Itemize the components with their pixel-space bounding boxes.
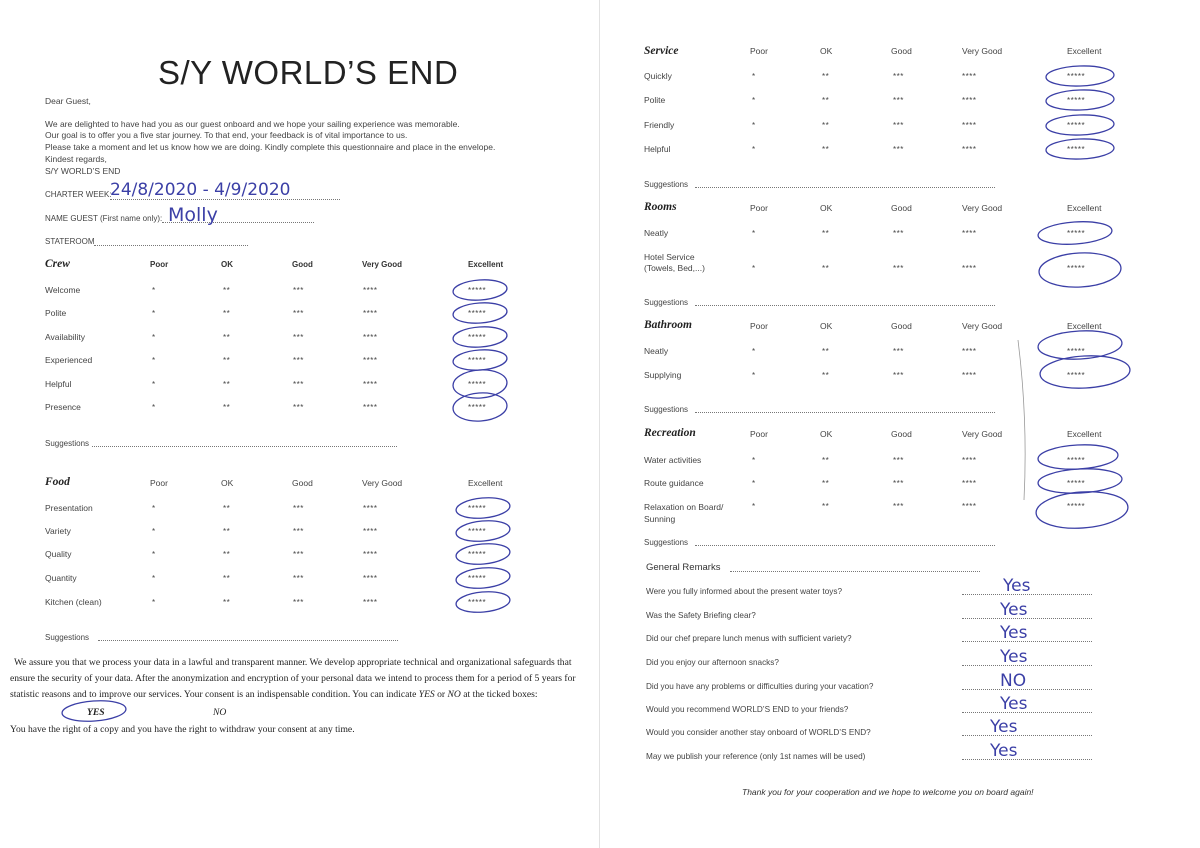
- crew-row-3-rating-5-stars[interactable]: *****: [468, 356, 487, 365]
- bathroom-col-excellent: Excellent: [1067, 321, 1102, 331]
- food-row-0-rating-5-stars[interactable]: *****: [468, 504, 487, 513]
- crew-col-very-good: Very Good: [362, 260, 403, 269]
- rooms-suggestions-line[interactable]: [695, 305, 995, 306]
- general-answer-line-7[interactable]: [962, 735, 1092, 736]
- crew-row-0-rating-4-stars[interactable]: ****: [363, 286, 378, 295]
- bathroom-row-neatly: Neatly: [644, 346, 669, 356]
- service-col-excellent: Excellent: [1067, 46, 1102, 56]
- recreation-col-ok: OK: [820, 429, 833, 439]
- form-title: S/Y WORLD’S END: [158, 54, 459, 91]
- food-row-0-rating-2-stars[interactable]: **: [223, 504, 231, 513]
- recreation-row-0-rating-4-stars[interactable]: ****: [962, 456, 977, 465]
- recreation-row-relaxation: Relaxation on Board/: [644, 502, 724, 512]
- crew-suggestions-line[interactable]: [92, 446, 397, 447]
- bathroom-row-1-rating-2-stars[interactable]: **: [822, 371, 830, 380]
- food-row-1-rating-1-stars[interactable]: *: [152, 527, 156, 536]
- general-question-5: Did you have any problems or difficulties during your vacation?: [646, 682, 874, 691]
- recreation-section-title: Recreation: [644, 427, 696, 439]
- name-guest-label: NAME GUEST (First name only):: [45, 214, 163, 223]
- crew-row-5-rating-5-stars[interactable]: *****: [468, 403, 487, 412]
- food-row-4-rating-2-stars[interactable]: **: [223, 598, 231, 607]
- general-answer-4[interactable]: Yes: [1000, 647, 1028, 667]
- service-row-0-rating-1-stars[interactable]: *: [752, 72, 756, 81]
- recreation-col-poor: Poor: [750, 429, 768, 439]
- recreation-row-1-rating-4-stars[interactable]: ****: [962, 479, 977, 488]
- general-remarks-title: General Remarks: [646, 562, 721, 573]
- rooms-col-very-good: Very Good: [962, 203, 1003, 213]
- crew-row-1-rating-1-stars[interactable]: *: [152, 309, 156, 318]
- food-row-1-rating-4-stars[interactable]: ****: [363, 527, 378, 536]
- food-row-quality: Quality: [45, 549, 72, 559]
- crew-row-2-rating-4-stars[interactable]: ****: [363, 333, 378, 342]
- service-row-1-rating-5-stars[interactable]: *****: [1067, 96, 1086, 105]
- bathroom-row-0-rating-5-stars[interactable]: *****: [1067, 347, 1086, 356]
- crew-section-title: Crew: [45, 258, 70, 270]
- service-col-very-good: Very Good: [962, 46, 1003, 56]
- recreation-row-2-rating-4-stars[interactable]: ****: [962, 502, 977, 511]
- recreation-row-1-rating-1-stars[interactable]: *: [752, 479, 756, 488]
- recreation-col-good: Good: [891, 429, 912, 439]
- service-row-3-rating-5-stars[interactable]: *****: [1067, 145, 1086, 154]
- food-col-ok: OK: [221, 478, 234, 488]
- rooms-row-0-rating-1-stars[interactable]: *: [752, 229, 756, 238]
- food-row-0-rating-3-stars[interactable]: ***: [293, 504, 304, 513]
- crew-row-3-rating-3-stars[interactable]: ***: [293, 356, 304, 365]
- food-row-2-rating-3-stars[interactable]: ***: [293, 550, 304, 559]
- bathroom-section-title: Bathroom: [644, 319, 692, 331]
- food-row-2-rating-1-stars[interactable]: *: [152, 550, 156, 559]
- bathroom-col-poor: Poor: [750, 321, 768, 331]
- service-suggestions-label: Suggestions: [644, 180, 689, 189]
- rooms-row-0-rating-5-stars[interactable]: *****: [1067, 229, 1086, 238]
- general-remarks-line[interactable]: [730, 571, 980, 572]
- rooms-row-1-rating-3-stars[interactable]: ***: [893, 264, 904, 273]
- service-row-0-rating-2-stars[interactable]: **: [822, 72, 830, 81]
- service-row-0-rating-4-stars[interactable]: ****: [962, 72, 977, 81]
- general-question-8: May we publish your reference (only 1st names will be used): [646, 752, 866, 761]
- crew-row-0-rating-5-stars[interactable]: *****: [468, 286, 487, 295]
- consent-line-4: You have the right of a copy and you have the right to withdraw your consent at any time.: [10, 724, 355, 735]
- general-question-7: Would you consider another stay onboard of WORLD’S END?: [646, 728, 871, 737]
- food-row-variety: Variety: [45, 526, 71, 536]
- crew-row-4-rating-4-stars[interactable]: ****: [363, 380, 378, 389]
- recreation-col-very-good: Very Good: [962, 429, 1003, 439]
- food-suggestions-line[interactable]: [98, 640, 398, 641]
- food-row-3-rating-3-stars[interactable]: ***: [293, 574, 304, 583]
- general-answer-line-8[interactable]: [962, 759, 1092, 760]
- rooms-row-hotel-service: Hotel Service: [644, 252, 695, 262]
- crew-row-availability: Availability: [45, 332, 86, 342]
- bathroom-row-0-rating-2-stars[interactable]: **: [822, 347, 830, 356]
- recreation-row-0-rating-1-stars[interactable]: *: [752, 456, 756, 465]
- general-question-2: Was the Safety Briefing clear?: [646, 611, 756, 620]
- consent-yes-option[interactable]: YES: [87, 707, 105, 718]
- rooms-row-1-rating-5-stars[interactable]: *****: [1067, 264, 1086, 273]
- food-row-3-rating-4-stars[interactable]: ****: [363, 574, 378, 583]
- rooms-row-hotel-service-detail: (Towels, Bed,...): [644, 263, 705, 273]
- recreation-row-1-rating-3-stars[interactable]: ***: [893, 479, 904, 488]
- recreation-row-2-rating-5-stars[interactable]: *****: [1067, 502, 1086, 511]
- recreation-row-route-guidance: Route guidance: [644, 478, 704, 488]
- crew-row-helpful: Helpful: [45, 379, 72, 389]
- recreation-suggestions-line[interactable]: [695, 545, 995, 546]
- recreation-row-0-rating-5-stars[interactable]: *****: [1067, 456, 1086, 465]
- crew-row-2-rating-1-stars[interactable]: *: [152, 333, 156, 342]
- service-row-1-rating-1-stars[interactable]: *: [752, 96, 756, 105]
- name-guest-value[interactable]: Molly: [168, 204, 218, 226]
- recreation-row-1-rating-2-stars[interactable]: **: [822, 479, 830, 488]
- food-row-3-rating-2-stars[interactable]: **: [223, 574, 231, 583]
- general-question-3: Did our chef prepare lunch menus with sufficient variety?: [646, 634, 852, 643]
- recreation-row-1-rating-5-stars[interactable]: *****: [1067, 479, 1086, 488]
- crew-row-4-rating-1-stars[interactable]: *: [152, 380, 156, 389]
- recreation-row-0-rating-3-stars[interactable]: ***: [893, 456, 904, 465]
- food-row-4-rating-5-stars[interactable]: *****: [468, 598, 487, 607]
- bathroom-row-1-rating-4-stars[interactable]: ****: [962, 371, 977, 380]
- consent-line-2: ensure the security of your data. After the anonymization and encryption of your personal data we intend to process them for a period of 5 years for: [10, 673, 576, 684]
- crew-row-3-rating-4-stars[interactable]: ****: [363, 356, 378, 365]
- food-row-4-rating-4-stars[interactable]: ****: [363, 598, 378, 607]
- food-row-1-rating-2-stars[interactable]: **: [223, 527, 231, 536]
- service-section-title: Service: [644, 45, 679, 57]
- service-row-2-rating-5-stars[interactable]: *****: [1067, 121, 1086, 130]
- crew-row-5-rating-1-stars[interactable]: *: [152, 403, 156, 412]
- bathroom-row-1-rating-5-stars[interactable]: *****: [1067, 371, 1086, 380]
- food-col-very-good: Very Good: [362, 478, 403, 488]
- food-row-presentation: Presentation: [45, 503, 93, 513]
- service-row-quickly: Quickly: [644, 71, 672, 81]
- crew-row-3-rating-2-stars[interactable]: **: [223, 356, 231, 365]
- general-answer-5[interactable]: NO: [1000, 671, 1027, 691]
- crew-col-poor: Poor: [150, 260, 169, 269]
- intro-line-1: We are delighted to have had you as our guest onboard and we hope your sailing experience was memorable.: [45, 119, 460, 129]
- rooms-row-0-rating-3-stars[interactable]: ***: [893, 229, 904, 238]
- bathroom-row-1-rating-3-stars[interactable]: ***: [893, 371, 904, 380]
- bathroom-row-0-rating-3-stars[interactable]: ***: [893, 347, 904, 356]
- service-row-0-rating-3-stars[interactable]: ***: [893, 72, 904, 81]
- bathroom-suggestions-label: Suggestions: [644, 405, 689, 414]
- intro-greeting: Dear Guest,: [45, 96, 91, 106]
- crew-row-5-rating-4-stars[interactable]: ****: [363, 403, 378, 412]
- crew-row-welcome: Welcome: [45, 285, 81, 295]
- bathroom-row-1-rating-1-stars[interactable]: *: [752, 371, 756, 380]
- recreation-row-0-rating-2-stars[interactable]: **: [822, 456, 830, 465]
- food-row-quantity: Quantity: [45, 573, 77, 583]
- crew-row-1-rating-2-stars[interactable]: **: [223, 309, 231, 318]
- service-col-poor: Poor: [750, 46, 768, 56]
- crew-row-experienced: Experienced: [45, 355, 93, 365]
- food-row-1-rating-3-stars[interactable]: ***: [293, 527, 304, 536]
- general-answer-1[interactable]: Yes: [1003, 576, 1031, 596]
- bathroom-col-very-good: Very Good: [962, 321, 1003, 331]
- service-row-polite: Polite: [644, 95, 666, 105]
- service-row-2-rating-3-stars[interactable]: ***: [893, 121, 904, 130]
- food-row-2-rating-5-stars[interactable]: *****: [468, 550, 487, 559]
- recreation-row-relaxation-detail: Sunning: [644, 514, 676, 524]
- crew-col-good: Good: [292, 260, 313, 269]
- charter-week-value[interactable]: 24/8/2020 - 4/9/2020: [110, 180, 291, 200]
- rooms-suggestions-label: Suggestions: [644, 298, 689, 307]
- crew-row-2-rating-2-stars[interactable]: **: [223, 333, 231, 342]
- bathroom-row-supplying: Supplying: [644, 370, 682, 380]
- recreation-col-excellent: Excellent: [1067, 429, 1102, 439]
- consent-no-option[interactable]: NO: [213, 707, 227, 718]
- consent-line-3: statistic reasons and to improve our services. Your consent is an indispensable condition. You can indicate YES or NO at the ticked boxes:: [10, 689, 538, 700]
- rooms-row-1-rating-2-stars[interactable]: **: [822, 264, 830, 273]
- food-row-kitchen: Kitchen (clean): [45, 597, 102, 607]
- service-row-3-rating-2-stars[interactable]: **: [822, 145, 830, 154]
- general-question-4: Did you enjoy our afternoon snacks?: [646, 658, 779, 667]
- service-row-3-rating-3-stars[interactable]: ***: [893, 145, 904, 154]
- food-row-4-rating-3-stars[interactable]: ***: [293, 598, 304, 607]
- service-row-1-rating-2-stars[interactable]: **: [822, 96, 830, 105]
- service-row-3-rating-1-stars[interactable]: *: [752, 145, 756, 154]
- crew-row-0-rating-3-stars[interactable]: ***: [293, 286, 304, 295]
- consent-line-1: We assure you that we process your data in a lawful and transparent manner. We develop appropriate technical and organizational safeguards that: [14, 657, 572, 668]
- food-row-4-rating-1-stars[interactable]: *: [152, 598, 156, 607]
- rooms-col-good: Good: [891, 203, 912, 213]
- food-row-2-rating-2-stars[interactable]: **: [223, 550, 231, 559]
- crew-suggestions-label: Suggestions: [45, 439, 90, 448]
- crew-row-4-rating-5-stars[interactable]: *****: [468, 380, 487, 389]
- stateroom-line[interactable]: [94, 245, 248, 246]
- general-answer-line-5[interactable]: [962, 689, 1092, 690]
- recreation-row-2-rating-1-stars[interactable]: *: [752, 502, 756, 511]
- food-row-3-rating-5-stars[interactable]: *****: [468, 574, 487, 583]
- food-col-good: Good: [292, 478, 313, 488]
- intro-line-3: Please take a moment and let us know how we are doing. Kindly complete this questionnaire and place in the envelope.: [45, 142, 496, 152]
- crew-row-1-rating-4-stars[interactable]: ****: [363, 309, 378, 318]
- rooms-section-title: Rooms: [644, 201, 677, 213]
- service-suggestions-line[interactable]: [695, 187, 995, 188]
- food-row-0-rating-4-stars[interactable]: ****: [363, 504, 378, 513]
- rooms-row-1-rating-1-stars[interactable]: *: [752, 264, 756, 273]
- rooms-row-0-rating-2-stars[interactable]: **: [822, 229, 830, 238]
- crew-row-3-rating-1-stars[interactable]: *: [152, 356, 156, 365]
- rooms-col-excellent: Excellent: [1067, 203, 1102, 213]
- service-row-2-rating-2-stars[interactable]: **: [822, 121, 830, 130]
- service-col-ok: OK: [820, 46, 833, 56]
- service-row-2-rating-1-stars[interactable]: *: [752, 121, 756, 130]
- recreation-row-2-rating-3-stars[interactable]: ***: [893, 502, 904, 511]
- intro-line-4: Kindest regards,: [45, 154, 107, 164]
- intro-line-2: Our goal is to offer you a five star journey. To that end, your feedback is of vital importance to us.: [45, 130, 408, 140]
- food-row-1-rating-5-stars[interactable]: *****: [468, 527, 487, 536]
- crew-row-0-rating-1-stars[interactable]: *: [152, 286, 156, 295]
- bathroom-suggestions-line[interactable]: [695, 412, 995, 413]
- bathroom-col-ok: OK: [820, 321, 833, 331]
- bathroom-row-0-rating-4-stars[interactable]: ****: [962, 347, 977, 356]
- service-row-0-rating-5-stars[interactable]: *****: [1067, 72, 1086, 81]
- food-row-0-rating-1-stars[interactable]: *: [152, 504, 156, 513]
- food-row-2-rating-4-stars[interactable]: ****: [363, 550, 378, 559]
- food-section-title: Food: [45, 476, 70, 488]
- service-row-1-rating-3-stars[interactable]: ***: [893, 96, 904, 105]
- crew-row-5-rating-3-stars[interactable]: ***: [293, 403, 304, 412]
- crew-row-polite: Polite: [45, 308, 67, 318]
- general-question-1: Were you fully informed about the present water toys?: [646, 587, 842, 596]
- general-question-6: Would you recommend WORLD’S END to your friends?: [646, 705, 849, 714]
- crew-row-5-rating-2-stars[interactable]: **: [223, 403, 231, 412]
- rooms-col-ok: OK: [820, 203, 833, 213]
- food-col-excellent: Excellent: [468, 478, 503, 488]
- recreation-row-2-rating-2-stars[interactable]: **: [822, 502, 830, 511]
- bathroom-col-good: Good: [891, 321, 912, 331]
- crew-row-1-rating-5-stars[interactable]: *****: [468, 309, 487, 318]
- recreation-suggestions-label: Suggestions: [644, 538, 689, 547]
- general-answer-2[interactable]: Yes: [1000, 600, 1028, 620]
- rooms-row-1-rating-4-stars[interactable]: ****: [962, 264, 977, 273]
- general-answer-8[interactable]: Yes: [990, 741, 1018, 761]
- crew-row-4-rating-2-stars[interactable]: **: [223, 380, 231, 389]
- crew-row-2-rating-3-stars[interactable]: ***: [293, 333, 304, 342]
- recreation-row-water-activities: Water activities: [644, 455, 702, 465]
- intro-line-5: S/Y WORLD’S END: [45, 166, 121, 176]
- food-col-poor: Poor: [150, 478, 168, 488]
- food-suggestions-label: Suggestions: [45, 633, 90, 642]
- crew-row-4-rating-3-stars[interactable]: ***: [293, 380, 304, 389]
- food-row-3-rating-1-stars[interactable]: *: [152, 574, 156, 583]
- service-row-1-rating-4-stars[interactable]: ****: [962, 96, 977, 105]
- general-answer-3[interactable]: Yes: [1000, 623, 1028, 643]
- crew-col-excellent: Excellent: [468, 260, 504, 269]
- rooms-row-0-rating-4-stars[interactable]: ****: [962, 229, 977, 238]
- bathroom-row-0-rating-1-stars[interactable]: *: [752, 347, 756, 356]
- service-row-helpful: Helpful: [644, 144, 671, 154]
- charter-week-label: CHARTER WEEK:: [45, 190, 112, 199]
- general-answer-6[interactable]: Yes: [1000, 694, 1028, 714]
- crew-row-2-rating-5-stars[interactable]: *****: [468, 333, 487, 342]
- service-row-3-rating-4-stars[interactable]: ****: [962, 145, 977, 154]
- rooms-col-poor: Poor: [750, 203, 768, 213]
- footer-thank-you: Thank you for your cooperation and we hope to welcome you on board again!: [742, 787, 1034, 797]
- crew-row-0-rating-2-stars[interactable]: **: [223, 286, 231, 295]
- crew-row-1-rating-3-stars[interactable]: ***: [293, 309, 304, 318]
- stateroom-label: STATEROOM: [45, 237, 95, 246]
- service-row-friendly: Friendly: [644, 120, 675, 130]
- crew-row-presence: Presence: [45, 402, 81, 412]
- crew-col-ok: OK: [221, 260, 233, 269]
- general-answer-7[interactable]: Yes: [990, 717, 1018, 737]
- service-row-2-rating-4-stars[interactable]: ****: [962, 121, 977, 130]
- service-col-good: Good: [891, 46, 912, 56]
- rooms-row-neatly: Neatly: [644, 228, 669, 238]
